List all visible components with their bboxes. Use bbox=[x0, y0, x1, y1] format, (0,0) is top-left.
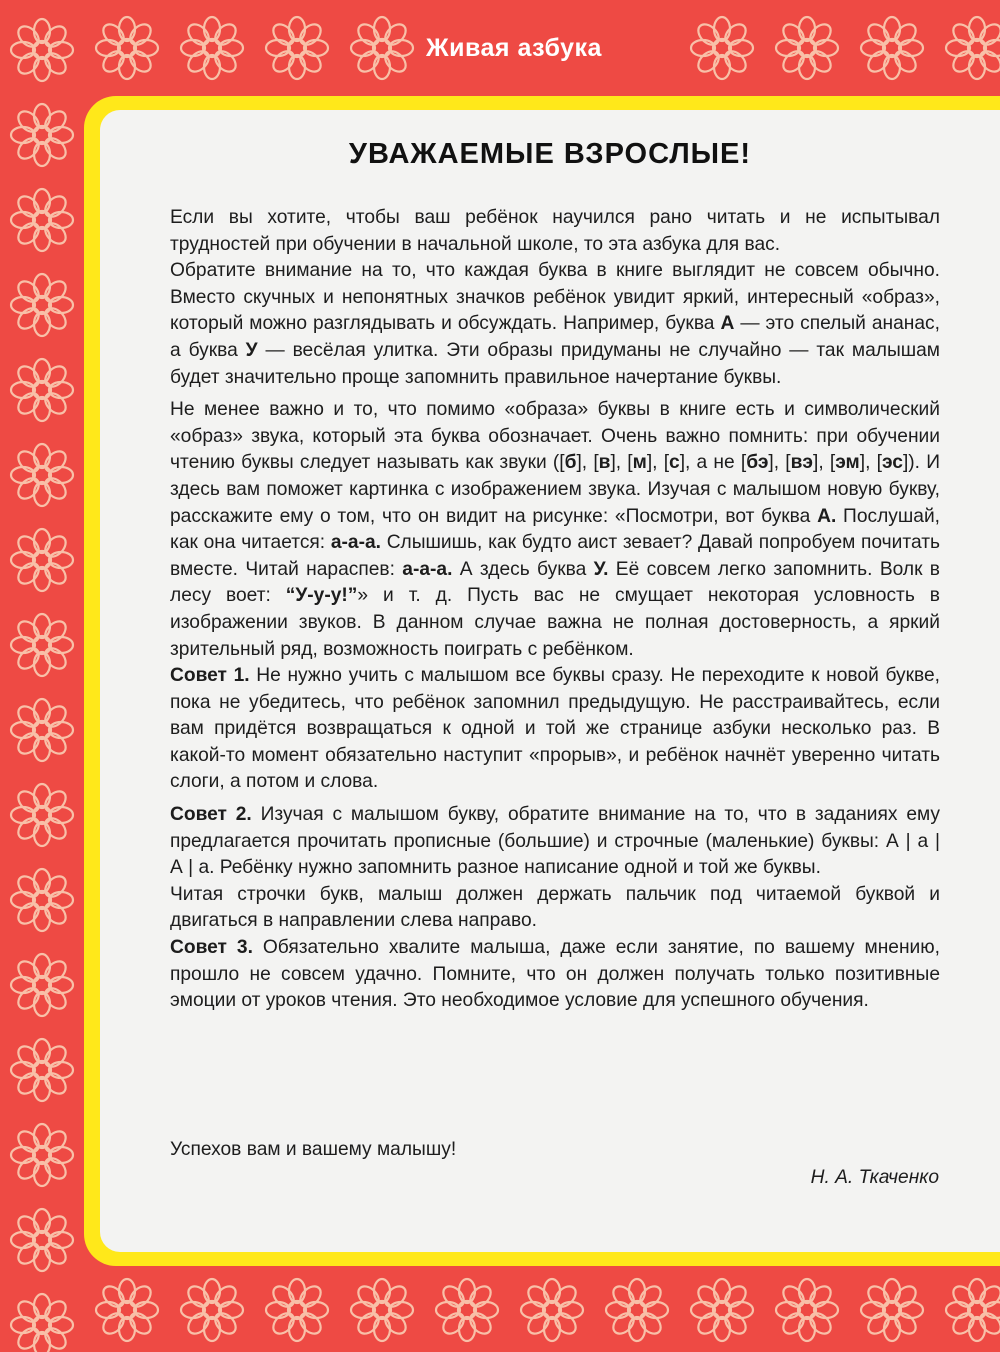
text-run: ], а не [ bbox=[679, 452, 747, 474]
flower-icon bbox=[946, 17, 1000, 79]
text-run: Обратите внимание на то, что каждая буква в книге выглядит не совсем обычно. Вместо скучных и непонятных значков ребёнок увидит яркий, интересный «образ», который можно разглядывать и обсуждать. Например, буква bbox=[170, 260, 940, 335]
flower-icon bbox=[946, 1279, 1000, 1341]
paragraph bbox=[170, 397, 940, 663]
text-run: Обязательно хвалите малыша, даже если занятие, по вашему мнению, прошло не совсем удачно. Помните, что он должен получать только позитивные эмоции от уроков чтения. Это необходимое условие для успешного обучения. bbox=[170, 937, 940, 1012]
bold-run: с bbox=[669, 452, 680, 474]
bold-run: в bbox=[598, 452, 611, 474]
text-run: Слышишь, как будто аист зевает? Давай попробуем почитать вместе. Читай нараспев: bbox=[170, 532, 940, 580]
bold-run: У. bbox=[593, 558, 609, 580]
flower-icon bbox=[11, 274, 73, 336]
flower-icon bbox=[11, 104, 73, 166]
flower-icon bbox=[861, 1279, 923, 1341]
flower-icon bbox=[861, 17, 923, 79]
text-run: ], [ bbox=[813, 452, 836, 474]
bold-run: м bbox=[632, 452, 647, 474]
series-title: Живая азбука bbox=[426, 34, 602, 62]
bold-run: вэ bbox=[790, 452, 814, 474]
flower-icon bbox=[776, 1279, 838, 1341]
text-run: Не менее важно и то, что помимо «образа» буквы в книге есть и символический «образ» звука, который эта буква обозначает. Очень важно помнить: при обучении чтению буквы следует называть как звуки ([ bbox=[170, 399, 940, 474]
flower-icon bbox=[11, 1039, 73, 1101]
flower-icon bbox=[266, 1279, 328, 1341]
paragraph bbox=[170, 205, 940, 258]
bold-run: А bbox=[720, 313, 735, 335]
flower-icon bbox=[11, 189, 73, 251]
text-run: Не нужно учить с малышом все буквы сразу. Не переходите к новой букве, пока не убедитесь, что ребёнок запомнил предыдущую. Не расстраивайтесь, если вам придётся возвращаться к одной и той же странице азбуки несколько раз. В какой-то момент обязательно наступит «прорыв», и ребёнок начнёт уверенно читать слоги, а потом и слова. bbox=[170, 665, 940, 793]
flower-icon bbox=[96, 1279, 158, 1341]
flower-icon bbox=[606, 1279, 668, 1341]
text-run: — это спелый ананас, а буква bbox=[170, 313, 940, 361]
paragraph bbox=[170, 802, 940, 882]
flower-icon bbox=[11, 954, 73, 1016]
text-run: Изучая с малышом букву, обратите внимание на то, что в заданиях ему предлагается прочитать прописные (большие) и строчные (маленькие) буквы: А | а | А | а. Ребёнку нужно запомнить разное написание одной и той же буквы. bbox=[170, 804, 940, 879]
paragraph bbox=[170, 935, 940, 1015]
flower-icon bbox=[181, 1279, 243, 1341]
flower-icon bbox=[11, 1124, 73, 1186]
text-run: ], [ bbox=[610, 452, 633, 474]
paragraph bbox=[170, 258, 940, 391]
bold-run: б bbox=[564, 452, 577, 474]
text-run: Читая строчки букв, малыш должен держать пальчик под читаемой буквой и двигаться в направлении слева направо. bbox=[170, 883, 940, 932]
flower-icon bbox=[11, 1294, 73, 1352]
flower-icon bbox=[11, 869, 73, 931]
text-run: ], [ bbox=[768, 452, 791, 474]
text-run: ], [ bbox=[646, 452, 670, 474]
flower-icon bbox=[266, 17, 328, 79]
flower-icon bbox=[11, 614, 73, 676]
author-signature: Н. А. Ткаченко bbox=[810, 1167, 939, 1188]
text-run: ], [ bbox=[859, 452, 882, 474]
text-run: Её совсем легко запомнить. Волк в лесу воет: bbox=[170, 558, 940, 607]
bold-run: У bbox=[245, 339, 258, 361]
bold-run: эм bbox=[835, 452, 860, 474]
bold-run: а-а-а. bbox=[402, 558, 453, 580]
bold-run: эс bbox=[881, 452, 903, 474]
flower-icon bbox=[521, 1279, 583, 1341]
flower-icon bbox=[11, 699, 73, 761]
flower-icon bbox=[11, 1209, 73, 1271]
bold-run: А. bbox=[817, 505, 837, 527]
page-heading: УВАЖАЕМЫЕ ВЗРОСЛЫЕ! bbox=[348, 138, 752, 170]
text-run: » и т. д. Пусть вас не смущает некоторая условность в изображении звуков. В данном случае важна не полная достоверность, а яркий зрительный ряд, возможность поиграть с ребёнком. bbox=[170, 585, 940, 660]
flower-icon bbox=[11, 784, 73, 846]
flower-icon bbox=[11, 19, 73, 81]
flower-icon bbox=[351, 1279, 413, 1341]
bold-run: “У-у-у!” bbox=[285, 585, 358, 607]
bold-run: Совет 2. bbox=[170, 804, 252, 826]
bold-run: а-а-а. bbox=[330, 532, 381, 554]
paragraph bbox=[170, 882, 940, 935]
text-run: ]). И здесь вам поможет картинка с изображением звука. Изучая с малышом новую букву, расскажите ему о том, что он видит на рисунке: «Посмотри, вот буква bbox=[170, 452, 940, 527]
flower-icon bbox=[691, 1279, 753, 1341]
greeting: Успехов вам и вашему малышу! bbox=[170, 1139, 457, 1160]
text-run: — весёлая улитка. Эти образы придуманы не случайно — так малышам будет значительно проще запомнить правильное начертание буквы. bbox=[170, 339, 940, 388]
flower-icon bbox=[691, 17, 753, 79]
flower-icon bbox=[436, 1279, 498, 1341]
text-run: Послушай, как она читается: bbox=[170, 505, 940, 554]
flower-icon bbox=[11, 359, 73, 421]
flower-icon bbox=[11, 529, 73, 591]
bold-run: бэ bbox=[746, 452, 769, 474]
text-run: А здесь буква bbox=[452, 558, 594, 580]
bold-run: Совет 1. bbox=[170, 665, 250, 687]
bold-run: Совет 3. bbox=[170, 937, 253, 959]
flower-icon bbox=[11, 444, 73, 506]
paragraph bbox=[170, 663, 940, 796]
body-text bbox=[170, 205, 940, 1015]
text-run: ], [ bbox=[576, 452, 599, 474]
flower-icon bbox=[181, 17, 243, 79]
text-run: Если вы хотите, чтобы ваш ребёнок научился рано читать и не испытывал трудностей при обучении в начальной школе, то эта азбука для вас. bbox=[170, 207, 940, 255]
flower-icon bbox=[776, 17, 838, 79]
flower-icon bbox=[96, 17, 158, 79]
flower-icon bbox=[351, 17, 413, 79]
